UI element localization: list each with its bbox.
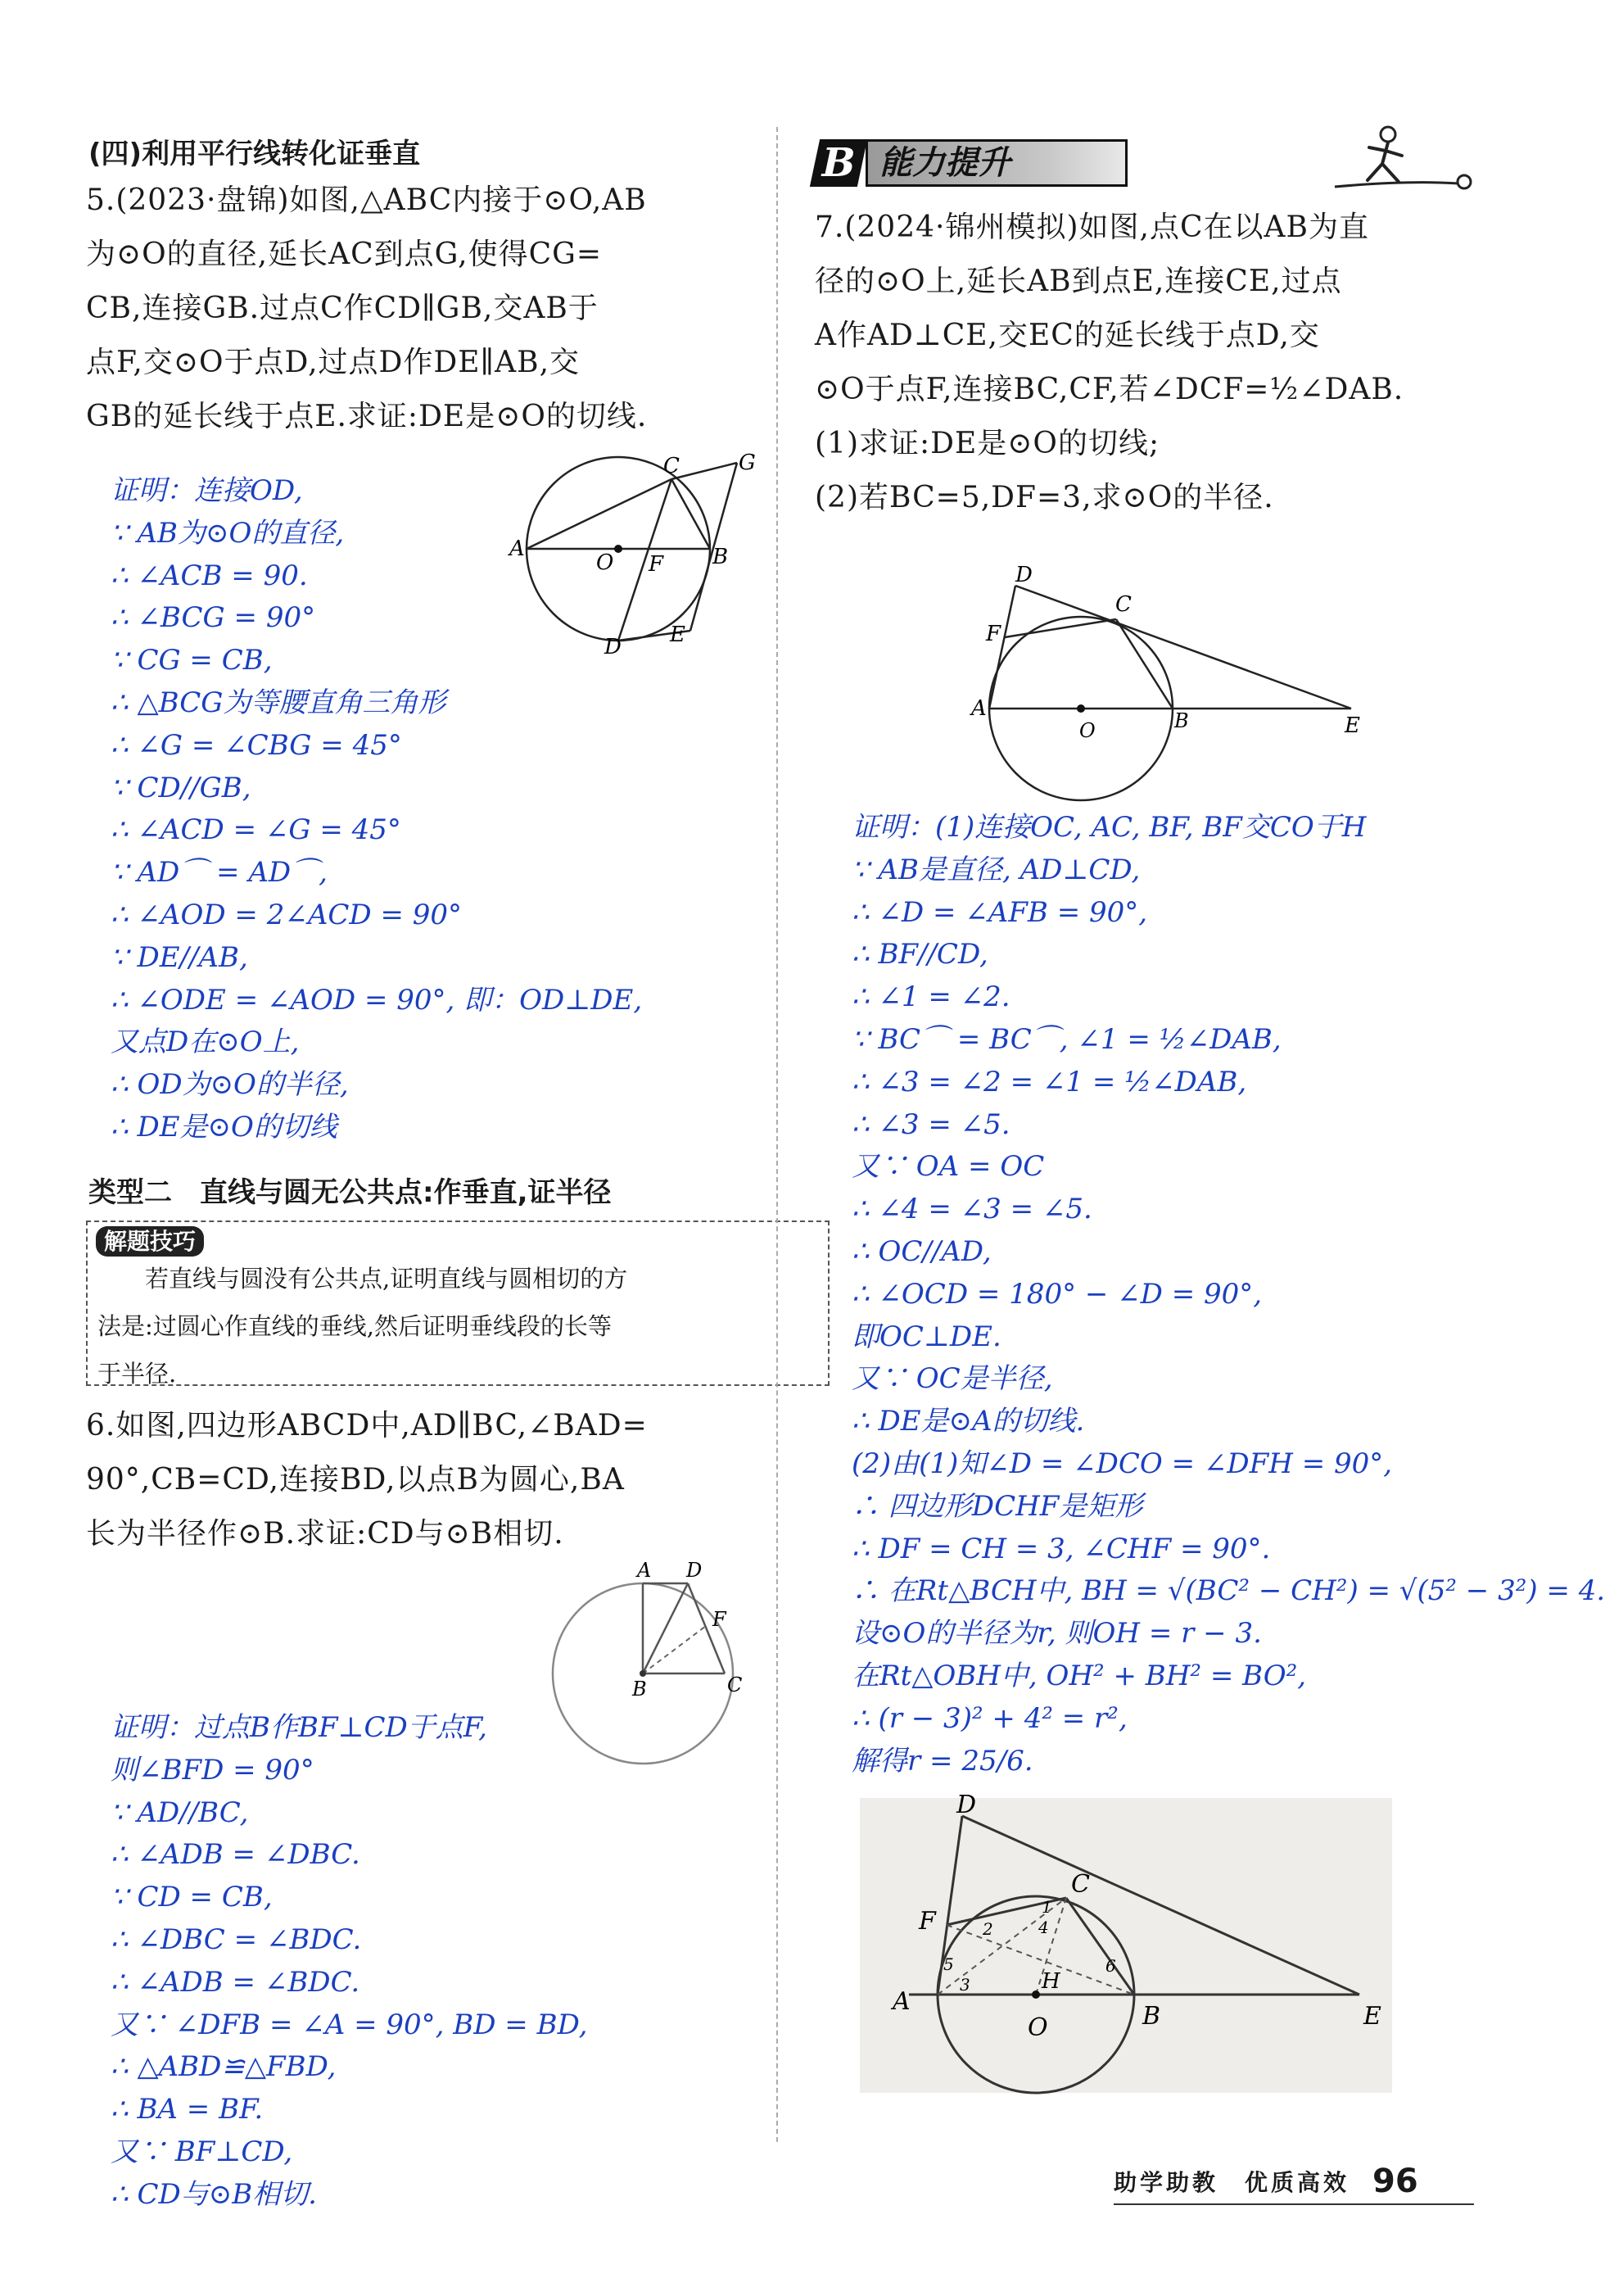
proof-line: 又∵ OC是半径,	[852, 1362, 1053, 1396]
figure-7-annotated	[860, 1791, 1392, 2093]
text-line: 7.(2024·锦州模拟)如图,点C在以AB为直	[815, 211, 1369, 244]
label-B: B	[1142, 2002, 1161, 2031]
proof-line: ∴ ∠ADB = ∠DBC.	[111, 1838, 360, 1872]
runner-icon	[1327, 123, 1482, 197]
angle-label: 1	[1042, 1897, 1052, 1917]
proof-line: ∵ AD⌒ = AD⌒,	[111, 856, 328, 890]
figure-6	[557, 1560, 762, 1773]
tip-line: 法是:过圆心作直线的垂线,然后证明垂线段的长等	[97, 1312, 612, 1340]
proof-line: ∴ OD为⊙O的半径,	[111, 1068, 349, 1102]
label-D: D	[956, 1791, 977, 1819]
proof-line: ∵ AB为⊙O的直径,	[111, 516, 345, 550]
label-O: O	[596, 550, 614, 575]
proof-line: ∴ ∠OCD = 180° − ∠D = 90°,	[852, 1277, 1263, 1311]
proof-line: 又∵ ∠DFB = ∠A = 90°, BD = BD,	[111, 2008, 588, 2041]
label-E: E	[670, 623, 685, 647]
label-G: G	[739, 451, 756, 475]
label-C: C	[1115, 592, 1132, 617]
proof-line: ∴ DE是⊙A的切线.	[852, 1405, 1085, 1438]
proof-line: ∴ ∠BCG = 90°	[111, 601, 316, 635]
label-O: O	[1028, 2013, 1048, 2042]
label-F: F	[919, 1907, 936, 1936]
angle-label: 6	[1105, 1956, 1116, 1976]
proof-line: ∴ ∠AOD = 2∠ACD = 90°	[111, 898, 463, 931]
proof-line: ∴ ∠ODE = ∠AOD = 90°, 即：OD⊥DE,	[111, 983, 643, 1017]
proof-line: ∵ AD//BC,	[111, 1796, 249, 1829]
proof-line: 则∠BFD = 90°	[111, 1753, 314, 1787]
label-D: D	[686, 1559, 703, 1582]
banner-title: 能力提升	[866, 139, 1128, 187]
label-A: A	[971, 696, 987, 721]
tip-line: 若直线与圆没有公共点,证明直线与圆相切的方	[145, 1265, 628, 1293]
section-banner	[815, 139, 1128, 187]
type-heading: 类型二 直线与圆无公共点:作垂直,证半径	[88, 1176, 612, 1209]
text-line: 90°,CB=CD,连接BD,以点B为圆心,BA	[86, 1463, 625, 1497]
label-B: B	[1174, 709, 1189, 732]
text-line: A作AD⊥CE,交EC的延长线于点D,交	[815, 319, 1320, 352]
page-footer	[1114, 2162, 1418, 2200]
label-D: D	[604, 635, 622, 659]
proof-line: ∴ DE是⊙O的切线	[111, 1110, 337, 1143]
proof-line: ∴ ∠ACB = 90.	[111, 559, 308, 592]
text-line: 5.(2023·盘锦)如图,△ABC内接于⊙O,AB	[86, 183, 647, 217]
proof-line: ∴ CD与⊙B相切.	[111, 2177, 317, 2211]
label-E: E	[1345, 713, 1360, 738]
label-A: A	[509, 537, 525, 561]
label-D: D	[1015, 563, 1033, 587]
label-A: A	[893, 1987, 911, 2016]
section-heading: (四)利用平行线转化证垂直	[88, 138, 421, 170]
proof-line: ∴ ∠ACD = ∠G = 45°	[111, 813, 401, 847]
proof-line: ∴ (r − 3)² + 4² = r²,	[852, 1701, 1128, 1735]
text-line: GB的延长线于点E.求证:DE是⊙O的切线.	[86, 400, 648, 433]
proof-line: ∵ CD//GB,	[111, 771, 251, 804]
proof-line: ∵ DE//AB,	[111, 940, 248, 974]
label-H: H	[1042, 1969, 1060, 1994]
text-line: (2)若BC=5,DF=3,求⊙O的半径.	[815, 481, 1274, 514]
label-C: C	[1071, 1870, 1090, 1899]
figure-7	[958, 565, 1368, 811]
text-line: ⊙O于点F,连接BC,CF,若∠DCF=½∠DAB.	[815, 373, 1404, 406]
proof-line: ∴ BF//CD,	[852, 938, 988, 971]
problem-6-proof	[111, 1707, 587, 2217]
label-F: F	[649, 552, 664, 577]
proof-line: ∴ DF = CH = 3, ∠CHF = 90°.	[852, 1532, 1271, 1565]
proof-line: 又∵ BF⊥CD,	[111, 2135, 293, 2168]
angle-label: 3	[960, 1975, 970, 1995]
proof-line: 设⊙O的半径为r, 则OH = r − 3.	[852, 1617, 1262, 1651]
label-C: C	[663, 454, 680, 478]
text-line: CB,连接GB.过点C作CD∥GB,交AB于	[86, 292, 599, 325]
tip-label: 解题技巧	[96, 1226, 204, 1257]
proof-line: ∴ ∠ADB = ∠BDC.	[111, 1965, 360, 1999]
label-F: F	[986, 622, 1001, 646]
label-F: F	[712, 1608, 726, 1631]
text-line: 径的⊙O上,延长AB到点E,连接CE,过点	[815, 265, 1342, 298]
proof-line: ∴ 四边形DCHF是矩形	[852, 1489, 1143, 1523]
proof-line: ∴ OC//AD,	[852, 1234, 992, 1268]
proof-line: 证明：(1)连接OC, AC, BF, BF交CO于H	[852, 811, 1367, 844]
text-line: (1)求证:DE是⊙O的切线;	[815, 427, 1160, 460]
proof-line: ∴ ∠3 = ∠5.	[852, 1107, 1010, 1141]
angle-label: 5	[943, 1954, 954, 1974]
proof-line: 又点D在⊙O上,	[111, 1026, 300, 1059]
footer-slogan: 助学助教 优质高效	[1114, 2169, 1350, 2196]
label-B: B	[632, 1678, 647, 1700]
footer-rule	[1114, 2203, 1474, 2205]
proof-line: ∵ BC⌒ = BC⌒, ∠1 = ½∠DAB,	[852, 1022, 1282, 1056]
proof-line: 即OC⊥DE.	[852, 1320, 1001, 1353]
text-line: 6.如图,四边形ABCD中,AD∥BC,∠BAD=	[86, 1409, 648, 1442]
tip-line: 于半径.	[97, 1360, 177, 1388]
label-C: C	[727, 1673, 743, 1696]
proof-line: ∵ CG = CB,	[111, 644, 273, 677]
problem-5-text	[86, 174, 757, 444]
angle-label: 4	[1038, 1918, 1049, 1937]
proof-line: ∴ △BCG为等腰直角三角形	[111, 686, 446, 719]
label-A: A	[637, 1559, 652, 1582]
problem-7-text	[815, 201, 1503, 525]
proof-line: 又∵ OA = OC	[852, 1150, 1045, 1184]
proof-line: (2)由(1)知∠D = ∠DCO = ∠DFH = 90°,	[852, 1447, 1393, 1480]
proof-line: 证明：连接OD,	[111, 474, 303, 507]
text-line: 点F,交⊙O于点D,过点D作DE∥AB,交	[86, 346, 581, 379]
figure-5	[509, 446, 762, 659]
proof-line: ∵ CD = CB,	[111, 1881, 273, 1914]
proof-line: ∴ ∠3 = ∠2 = ∠1 = ½∠DAB,	[852, 1065, 1247, 1098]
proof-line: ∴ △ABD≌△FBD,	[111, 2050, 337, 2084]
proof-line: 解得r = 25/6.	[852, 1744, 1033, 1777]
proof-line: ∴ ∠G = ∠CBG = 45°	[111, 728, 402, 762]
proof-line: ∴ BA = BF.	[111, 2093, 264, 2126]
proof-line: ∴ ∠D = ∠AFB = 90°,	[852, 895, 1148, 929]
text-line: 为⊙O的直径,延长AC到点G,使得CG=	[86, 238, 603, 271]
label-B: B	[712, 545, 729, 569]
proof-line: ∴ 在Rt△BCH中, BH = √(BC² − CH²) = √(5² − 3²) = 4.	[852, 1574, 1605, 1608]
page-number: 96	[1372, 2162, 1418, 2200]
proof-line: 在Rt△OBH中, OH² + BH² = BO²,	[852, 1659, 1307, 1692]
proof-line: ∴ ∠1 = ∠2.	[852, 980, 1010, 1014]
proof-line: ∴ ∠DBC = ∠BDC.	[111, 1922, 362, 1956]
problem-7-proof	[852, 807, 1605, 1782]
label-E: E	[1363, 2002, 1381, 2031]
proof-line: 证明：过点B作BF⊥CD于点F,	[111, 1711, 487, 1744]
problem-6-text	[86, 1399, 757, 1561]
label-O: O	[1079, 719, 1096, 742]
tip-box	[86, 1220, 830, 1386]
banner-letter: B	[810, 139, 867, 187]
text-line: 长为半径作⊙B.求证:CD与⊙B相切.	[86, 1517, 564, 1551]
proof-line: ∵ AB是直径, AD⊥CD,	[852, 853, 1141, 886]
angle-label: 2	[983, 1919, 993, 1939]
proof-line: ∴ ∠4 = ∠3 = ∠5.	[852, 1193, 1092, 1226]
column-divider	[776, 127, 778, 2142]
